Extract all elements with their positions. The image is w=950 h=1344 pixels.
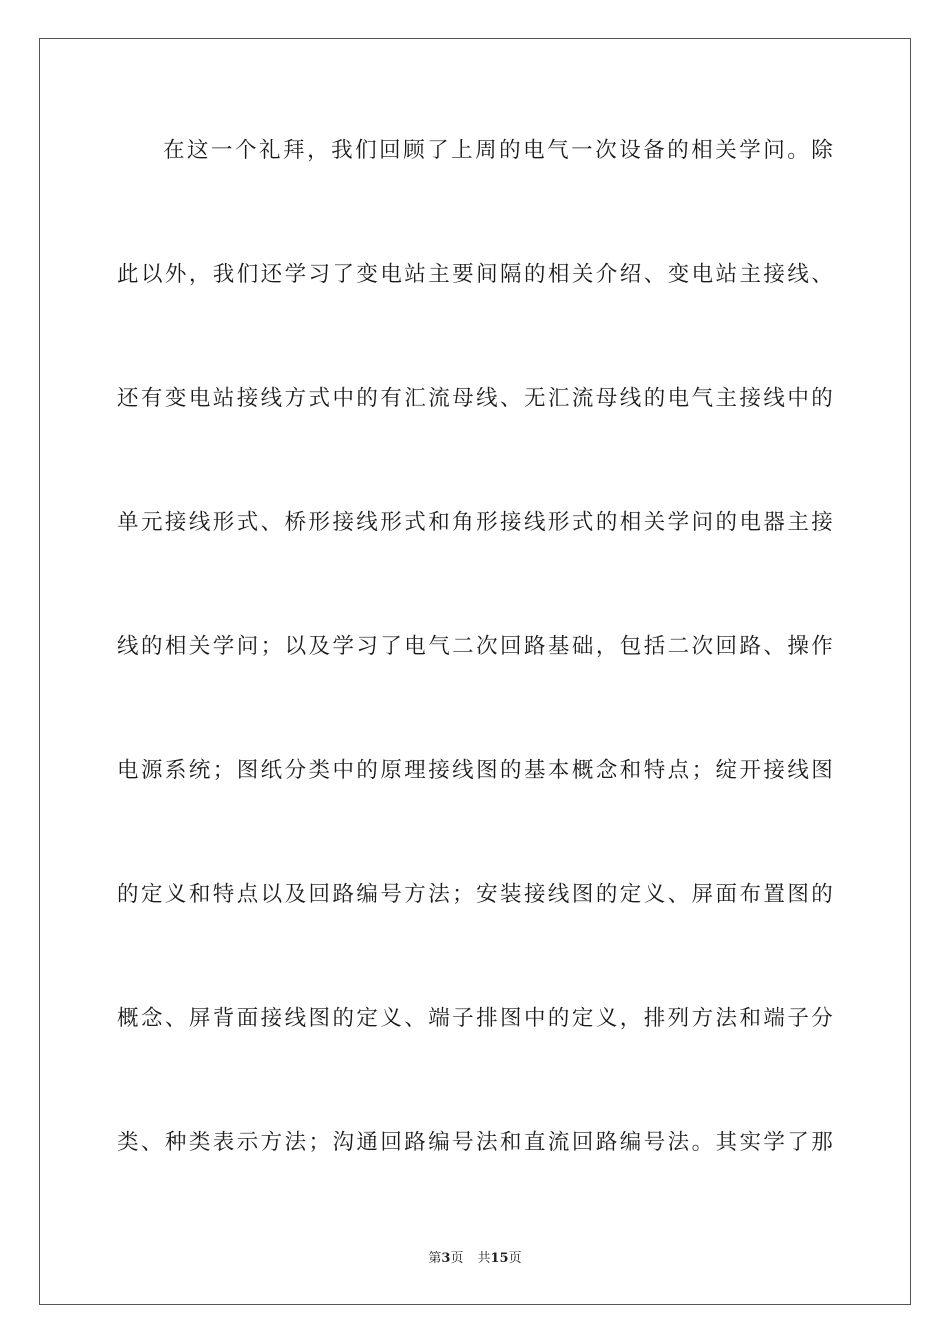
page-prefix: 第 <box>428 1251 442 1266</box>
text-line-4: 单元接线形式、桥形接线形式和角形接线形式的相关学问的电器主接 <box>117 510 835 535</box>
document-body <box>117 122 835 1238</box>
total-pages: 15 <box>490 1251 509 1266</box>
text-line-8: 概念、屏背面接线图的定义、端子排图中的定义，排列方法和端子分 <box>117 1006 835 1031</box>
text-line-5: 线的相关学问；以及学习了电气二次回路基础，包括二次回路、操作 <box>117 634 835 659</box>
text-line-3: 还有变电站接线方式中的有汇流母线、无汇流母线的电气主接线中的 <box>117 386 835 411</box>
page-footer <box>0 1247 950 1266</box>
text-line-1: 在这一个礼拜，我们回顾了上周的电气一次设备的相关学问。除 <box>163 138 835 163</box>
page-number-label <box>428 1251 463 1266</box>
total-pages-label <box>477 1251 521 1266</box>
text-line-6: 电源系统；图纸分类中的原理接线图的基本概念和特点；绽开接线图 <box>117 758 835 783</box>
page-number: 3 <box>441 1251 451 1266</box>
text-line-2: 此以外，我们还学习了变电站主要间隔的相关介绍、变电站主接线、 <box>117 262 835 287</box>
text-line-7: 的定义和特点以及回路编号方法；安装接线图的定义、屏面布置图的 <box>117 882 835 907</box>
total-prefix: 共 <box>477 1251 491 1266</box>
page-suffix: 页 <box>450 1251 464 1266</box>
total-suffix: 页 <box>508 1251 522 1266</box>
text-line-9: 类、种类表示方法；沟通回路编号法和直流回路编号法。其实学了那 <box>117 1130 835 1155</box>
